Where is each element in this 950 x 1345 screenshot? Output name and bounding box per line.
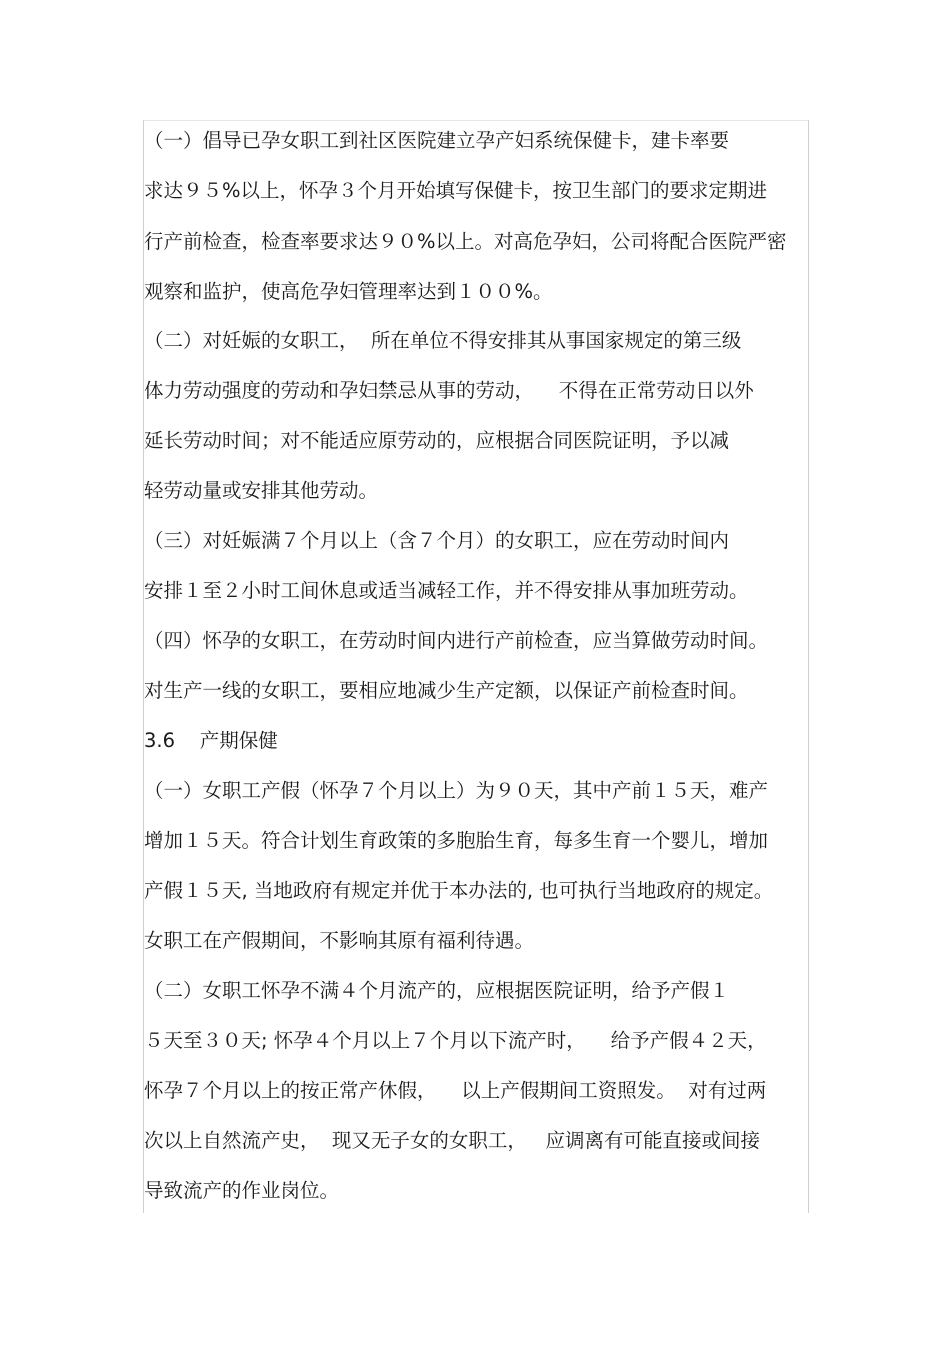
paragraph-line: 产假１５天, 当地政府有规定并优于本办法的, 也可执行当地政府的规定。 [144, 879, 774, 902]
paragraph-line: 轻劳动量或安排其他劳动。 [144, 479, 379, 502]
paragraph-line: ５天至３０天; 怀孕４个月以上７个月以下流产时， 给予产假４２天， [144, 1029, 767, 1052]
paragraph-line: 次以上自然流产史， 现又无子女的女职工， 应调离有可能直接或间接 [144, 1129, 760, 1152]
paragraph-line: 行产前检查，检查率要求达９０%以上。对高危孕妇，公司将配合医院严密 [144, 230, 787, 253]
paragraph-line: 延长劳动时间；对不能适应原劳动的，应根据合同医院证明，予以减 [144, 429, 730, 452]
paragraph-line: 安排１至２小时工间休息或适当减轻工作，并不得安排从事加班劳动。 [144, 579, 749, 602]
paragraph-line: 导致流产的作业岗位。 [144, 1179, 340, 1202]
paragraph-line: 对生产一线的女职工，要相应地减少生产定额，以保证产前检查时间。 [144, 679, 749, 702]
paragraph-line: 女职工在产假期间，不影响其原有福利待遇。 [144, 929, 535, 952]
paragraph-line: （二）对妊娠的女职工， 所在单位不得安排其从事国家规定的第三级 [144, 329, 742, 352]
paragraph-line: 求达９５%以上，怀孕３个月开始填写保健卡，按卫生部门的要求定期进 [144, 179, 768, 202]
paragraph-line: 体力劳动强度的劳动和孕妇禁忌从事的劳动， 不得在正常劳动日以外 [144, 379, 754, 402]
paragraph-line: 观察和监护，使高危孕妇管理率达到１００%。 [144, 280, 553, 303]
paragraph-line: （一）倡导已孕女职工到社区医院建立孕产妇系统保健卡，建卡率要 [144, 129, 730, 152]
paragraph-line: （一）女职工产假（怀孕７个月以上）为９０天，其中产前１５天，难产 [144, 779, 769, 802]
paragraph-line: （二）女职工怀孕不满４个月流产的，应根据医院证明，给予产假１ [144, 979, 730, 1002]
section-heading: 3.6 产期保健 [144, 729, 278, 752]
paragraph-line: 增加１５天。符合计划生育政策的多胞胎生育，每多生育一个婴儿，增加 [144, 829, 769, 852]
paragraph-line: 怀孕７个月以上的按正常产休假， 以上产假期间工资照发。 对有过两 [144, 1079, 767, 1102]
paragraph-line: （三）对妊娠满７个月以上（含７个月）的女职工，应在劳动时间内 [144, 529, 730, 552]
paragraph-line: （四）怀孕的女职工，在劳动时间内进行产前检查，应当算做劳动时间。 [144, 629, 769, 652]
